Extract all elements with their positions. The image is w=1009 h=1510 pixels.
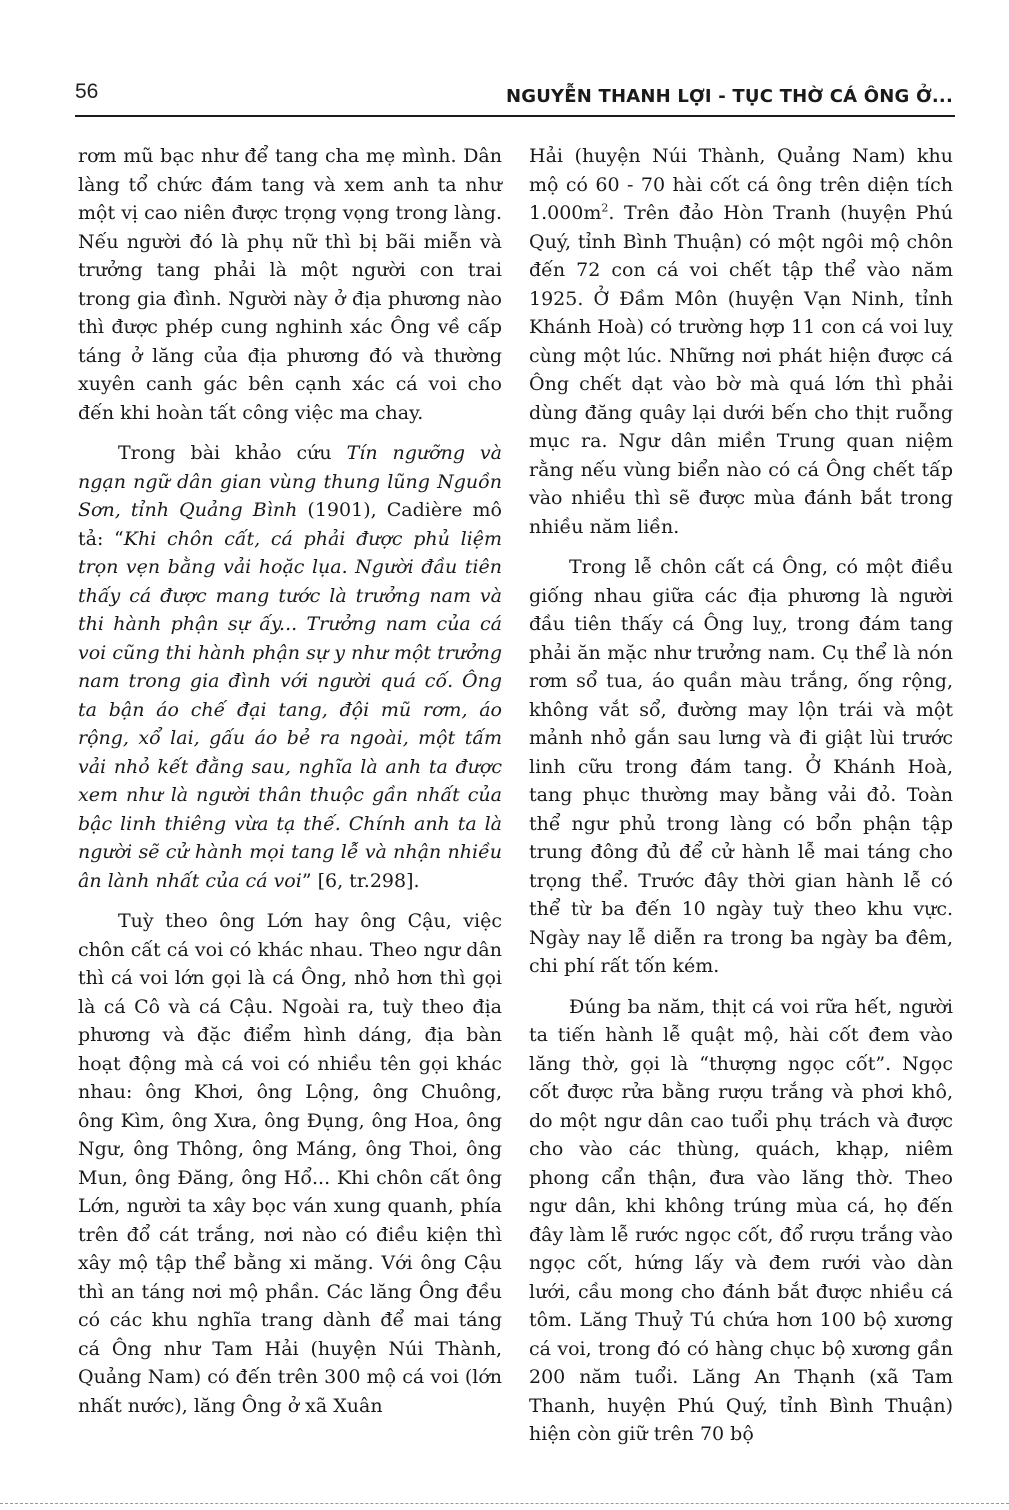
p2-intro: Trong bài khảo cứu xyxy=(118,442,347,464)
left-paragraph-3: Tuỳ theo ông Lớn hay ông Cậu, việc chôn cất cá voi có khác nhau. Theo ngư dân thì cá voi lớn gọi là cá Ông, nhỏ hơn thì gọi là cá Cô và cá Cậu. Ngoài ra, tuỳ theo địa phương và đặc điểm hình dáng, địa bàn hoạt động mà cá voi có nhiều tên gọi khác nhau: ông Khơi, ông Lộng, ông Chuông, ông Kìm, ông Xưa, ông Đụng, ông Hoa, ông Ngư, ông Thông, ông Máng, ông Thoi, ông Mun, ông Đăng, ông Hổ... Khi chôn cất ông Lớn, người ta xây bọc ván xung quanh, phía trên đổ cát trắng, nơi nào có điều kiện thì xây mộ tập thể bằng xi măng. Với ông Cậu thì an táng nơi mộ phần. Các lăng Ông đều có các khu nghĩa trang dành để mai táng cá Ông như Tam Hải (huyện Núi Thành, Quảng Nam) có đến trên 300 mộ cá voi (lớn nhất nước), lăng Ông ở xã Xuân xyxy=(78,910,502,1417)
left-column xyxy=(78,142,502,1432)
citation: ” [6, tr.298]. xyxy=(301,869,420,892)
left-paragraph-2 xyxy=(78,439,502,895)
cadiere-quote: Khi chôn cất, cá phải được phủ liệm trọn vẹn bằng vải hoặc lụa. Người đầu tiên thấy cá được mang tước là trưởng nam và thi hành phận sự ấy... Trưởng nam của cá voi cũng thi hành phận sự y như một trưởng nam trong gia đình với người quá cố. Ông ta bận áo chế đại tang, đội mũ rơm, áo rộng, xổ lai, gấu áo bẻ ra ngoài, một tấm vải nhỏ kết đằng sau, nghĩa là anh ta được xem như là người thân thuộc gần nhất của bậc linh thiêng vừa tạ thế. Chính anh ta là người sẽ cử hành mọi tang lễ và nhận nhiều ân lành nhất của cá voi xyxy=(78,527,502,892)
right-paragraph-2: Trong lễ chôn cất cá Ông, có một điều giống nhau giữa các địa phương là người đầu tiên thấy cá Ông luỵ, trong đám tang phải ăn mặc như trưởng nam. Cụ thể là nón rơm sổ tua, áo quần màu trắng, ống rộng, không vắt sổ, đường may lộn trái và một mảnh nhỏ gắn sau lưng và đi giật lùi trước linh cữu trong đám tang. Ở Khánh Hoà, tang phục thường may bằng vải đỏ. Toàn thể ngư phủ trong làng có bổn phận tập trung đông đủ để cử hành lễ mai táng cho trọng thể. Trước đây thời gian hành lễ có thể từ ba đến 10 ngày tuỳ theo khu vực. Ngày nay lễ diễn ra trong ba ngày ba đêm, chi phí rất tốn kém. xyxy=(529,556,953,977)
cited-work-title: Tín ngưỡng và ngạn ngữ dân gian vùng thung lũng Nguồn Sơn, tỉnh Quảng Bình xyxy=(78,442,502,521)
page-bottom-edge xyxy=(0,1503,1009,1504)
r1-text-b: . Trên đảo Hòn Tranh (huyện Phú Quý, tỉnh Bình Thuận) có một ngôi mộ chôn đến 72 con cá voi chết tập thể vào năm 1925. Ở Đầm Môn (huyện Vạn Ninh, tỉnh Khánh Hoà) có trường hợp 11 con cá voi luỵ cùng một lúc. Những nơi phát hiện được cá Ông chết dạt vào bờ mà quá lớn thì phải dùng đăng quây lại dưới bến cho thịt ruỗng mục ra. Ngư dân miền Trung quan niệm rằng nếu vùng biển nào có cá Ông chết tấp vào nhiều thì sẽ được mùa đánh bắt trong nhiều năm liền. xyxy=(529,202,953,538)
right-column xyxy=(529,142,953,1461)
r1-text-a: Hải (huyện Núi Thành, Quảng Nam) khu mộ có 60 - 70 hài cốt cá ông trên diện tích 1.000m xyxy=(529,145,953,224)
left-paragraph-1: rơm mũ bạc như để tang cha mẹ mình. Dân làng tổ chức đám tang và xem anh ta như một vị cao niên được trọng vọng trong làng. Nếu người đó là phụ nữ thì bị bãi miễn và trưởng tang phải là một người con trai trong gia đình. Người này ở địa phương nào thì được phép cung nghinh xác Ông về cấp táng ở lăng của địa phương đó và thường xuyên canh gác bên cạnh xác cá voi cho đến khi hoàn tất công việc ma chay. xyxy=(78,145,502,424)
right-paragraph-1 xyxy=(529,142,953,541)
running-title: NGUYỄN THANH LỢI - TỤC THỜ CÁ ÔNG Ở... xyxy=(505,86,953,107)
superscript: 2 xyxy=(601,201,609,215)
right-paragraph-3: Đúng ba năm, thịt cá voi rữa hết, người ta tiến hành lễ quật mộ, hài cốt đem vào lăng thờ, gọi là “thượng ngọc cốt”. Ngọc cốt được rửa bằng rượu trắng và phơi khô, do một ngư dân cao tuổi phụ trách và được cho vào các thùng, quách, khạp, niêm phong cẩn thận, đưa vào lăng thờ. Theo ngư dân, khi không trúng mùa cá, họ đến đây làm lễ rước ngọc cốt, đổ rượu trắng vào ngọc cốt, hứng lấy và đem rưới vào dàn lưới, cầu mong cho đánh bắt được nhiều cá tôm. Lăng Thuỷ Tú chứa hơn 100 bộ xương cá voi, trong đó có hàng chục bộ xương gần 200 năm tuổi. Lăng An Thạnh (xã Tam Thanh, huyện Phú Quý, tỉnh Bình Thuận) hiện còn giữ trên 70 bộ xyxy=(529,995,953,1445)
p2-middle: (1901), Cadière mô tả: “ xyxy=(78,499,502,550)
page-header xyxy=(0,0,1009,130)
header-rule xyxy=(75,115,955,117)
page-number: 56 xyxy=(75,80,99,103)
